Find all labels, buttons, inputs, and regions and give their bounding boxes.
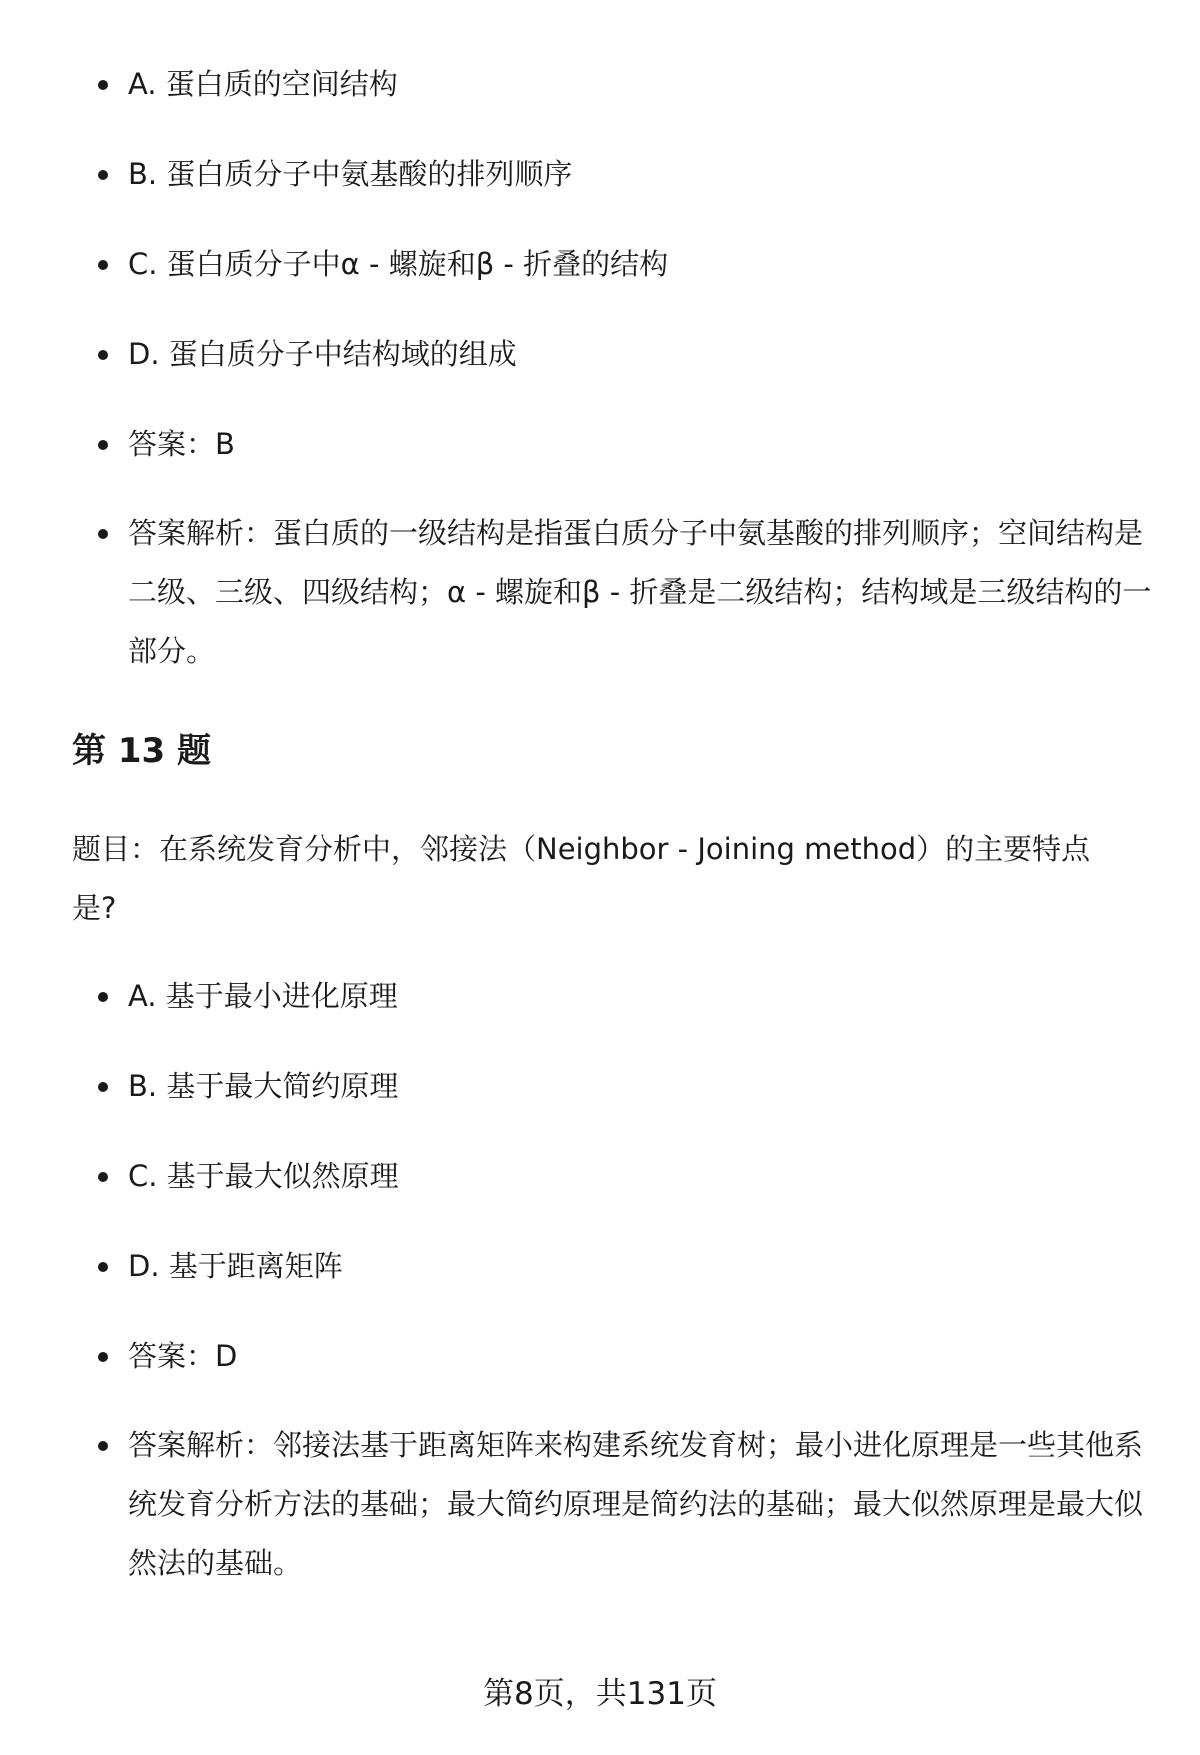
- option-c: C. 基于最大似然原理: [0, 1156, 1200, 1196]
- answer-explanation: 答案解析：蛋白质的一级结构是指蛋白质分子中氨基酸的排列顺序；空间结构是二级、三级、四级结构；α - 螺旋和β - 折叠是二级结构；结构域是三级结构的一部分。: [0, 504, 1200, 681]
- option-a: A. 基于最小进化原理: [0, 976, 1200, 1016]
- answer-explanation: 答案解析：邻接法基于距离矩阵来构建系统发育树；最小进化原理是一些其他系统发育分析方法的基础；最大简约原理是简约法的基础；最大似然原理是最大似然法的基础。: [0, 1416, 1200, 1593]
- answer: 答案：B: [0, 424, 1200, 464]
- option-c: C. 蛋白质分子中α - 螺旋和β - 折叠的结构: [0, 244, 1200, 284]
- answer: 答案：D: [0, 1336, 1200, 1376]
- question-stem: 题目：在系统发育分析中，邻接法（Neighbor - Joining method）的主要特点是?: [72, 832, 1091, 925]
- question-heading: 第 13 题: [72, 731, 211, 771]
- question-13-options: [0, 976, 1200, 1643]
- option-d: D. 基于距离矩阵: [0, 1246, 1200, 1286]
- option-b: B. 基于最大简约原理: [0, 1066, 1200, 1106]
- page-indicator: 第8页，共131页: [483, 1676, 717, 1712]
- option-a: A. 蛋白质的空间结构: [0, 64, 1200, 104]
- prev-question-options: [0, 64, 1200, 731]
- option-d: D. 蛋白质分子中结构域的组成: [0, 334, 1200, 374]
- option-b: B. 蛋白质分子中氨基酸的排列顺序: [0, 154, 1200, 194]
